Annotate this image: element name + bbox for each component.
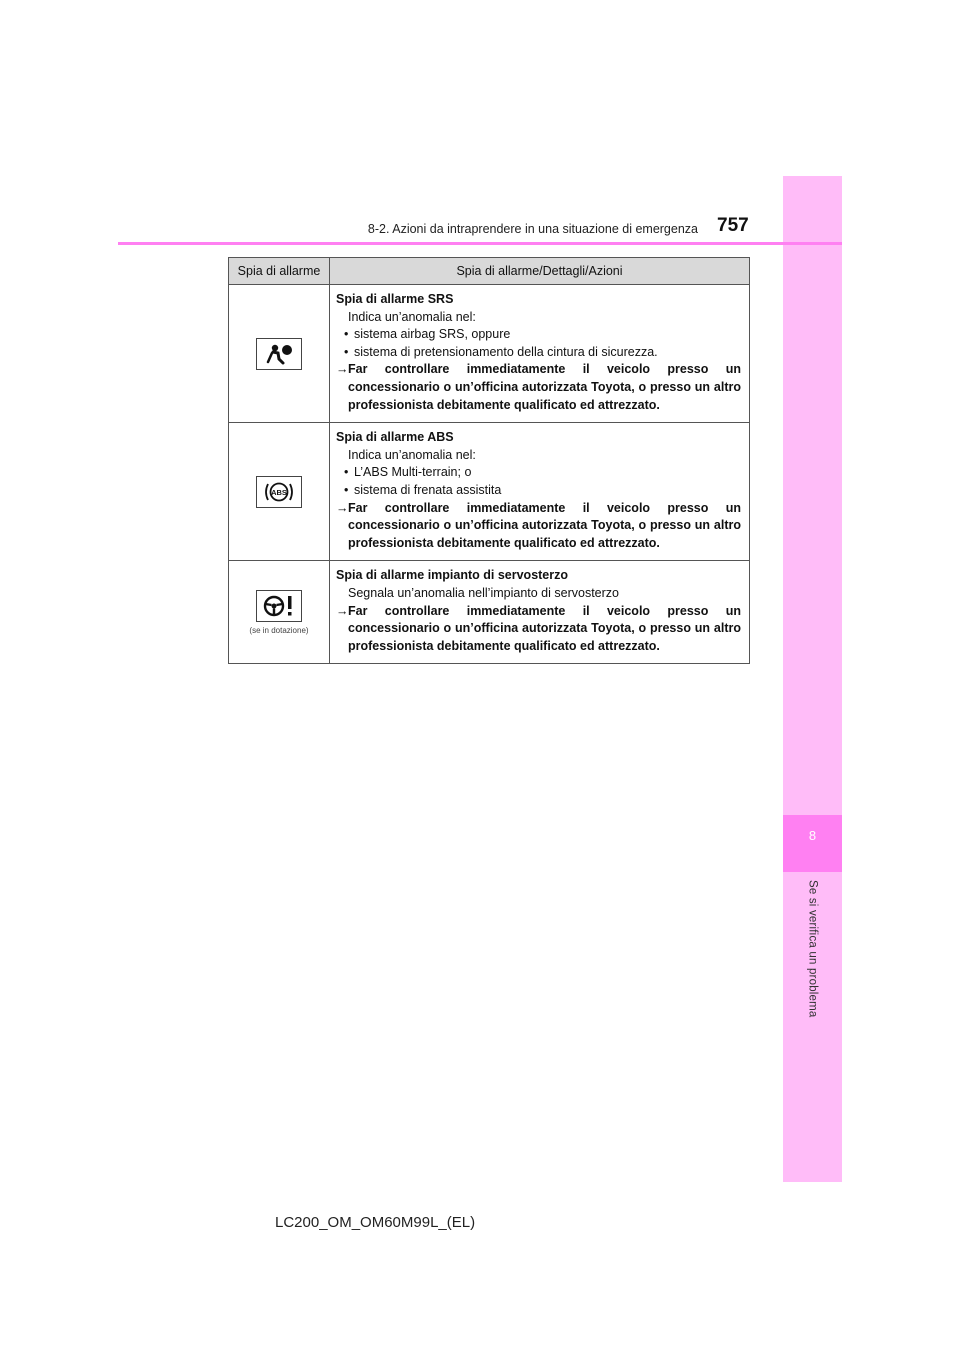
warning-intro: Segnala un’anomalia nell’impianto di servosterzo bbox=[348, 585, 619, 600]
column-header-light: Spia di allarme bbox=[229, 258, 330, 285]
icon-cell bbox=[229, 561, 330, 664]
document-code: LC200_OM_OM60M99L_(EL) bbox=[275, 1214, 476, 1231]
warning-lights-table bbox=[228, 257, 750, 664]
bullet-item: • sistema airbag SRS, oppure bbox=[344, 327, 511, 342]
action-text: → Far controllare immediatamente il veicolo presso un concessionario o un’officina autorizzata Toyota, o presso un altro professionista debitamente qualificato ed attrezzato. bbox=[336, 603, 741, 653]
chapter-number-box bbox=[783, 815, 842, 872]
arrow-icon: → bbox=[336, 603, 349, 618]
chapter-title-wrap bbox=[783, 880, 842, 1180]
description-cell bbox=[330, 285, 750, 423]
page-number: 757 bbox=[717, 215, 749, 236]
warning-title: Spia di allarme ABS bbox=[336, 430, 454, 445]
svg-text:ABS: ABS bbox=[271, 487, 287, 497]
table-row bbox=[229, 285, 750, 423]
icon-note: (se in dotazione) bbox=[249, 625, 309, 635]
header-rule bbox=[118, 242, 842, 245]
arrow-icon: → bbox=[336, 500, 349, 515]
action-text: → Far controllare immediatamente il veicolo presso un concessionario o un’officina autorizzata Toyota, o presso un altro professionista debitamente qualificato ed attrezzato. bbox=[336, 362, 741, 412]
arrow-icon: → bbox=[336, 362, 349, 377]
table-row bbox=[229, 423, 750, 561]
bullet-item: • L’ABS Multi-terrain; o bbox=[344, 465, 472, 480]
column-header-details: Spia di allarme/Dettagli/Azioni bbox=[330, 258, 750, 285]
table-header-row bbox=[229, 258, 750, 285]
description-cell bbox=[330, 423, 750, 561]
table-row bbox=[229, 561, 750, 664]
warning-title: Spia di allarme impianto di servosterzo bbox=[336, 568, 569, 583]
description-cell bbox=[330, 561, 750, 664]
warning-title: Spia di allarme SRS bbox=[336, 292, 454, 306]
bullet-item: • sistema di frenata assistita bbox=[344, 482, 502, 497]
warning-intro: Indica un’anomalia nel: bbox=[348, 309, 476, 324]
bullet-item: • sistema di pretensionamento della cintura di sicurezza. bbox=[344, 344, 658, 359]
icon-cell bbox=[229, 285, 330, 423]
power-steering-icon bbox=[256, 590, 302, 622]
srs-airbag-icon bbox=[256, 338, 302, 370]
abs-icon bbox=[256, 476, 302, 508]
chapter-number: 8 bbox=[808, 828, 817, 843]
icon-cell bbox=[229, 423, 330, 561]
section-title: 8-2. Azioni da intraprendere in una situazione di emergenza bbox=[367, 222, 698, 236]
action-text: → Far controllare immediatamente il veicolo presso un concessionario o un’officina autorizzata Toyota, o presso un altro professionista debitamente qualificato ed attrezzato. bbox=[336, 500, 741, 550]
warning-intro: Indica un’anomalia nel: bbox=[348, 447, 476, 462]
chapter-title: Se si verifica un problema bbox=[806, 880, 819, 1018]
